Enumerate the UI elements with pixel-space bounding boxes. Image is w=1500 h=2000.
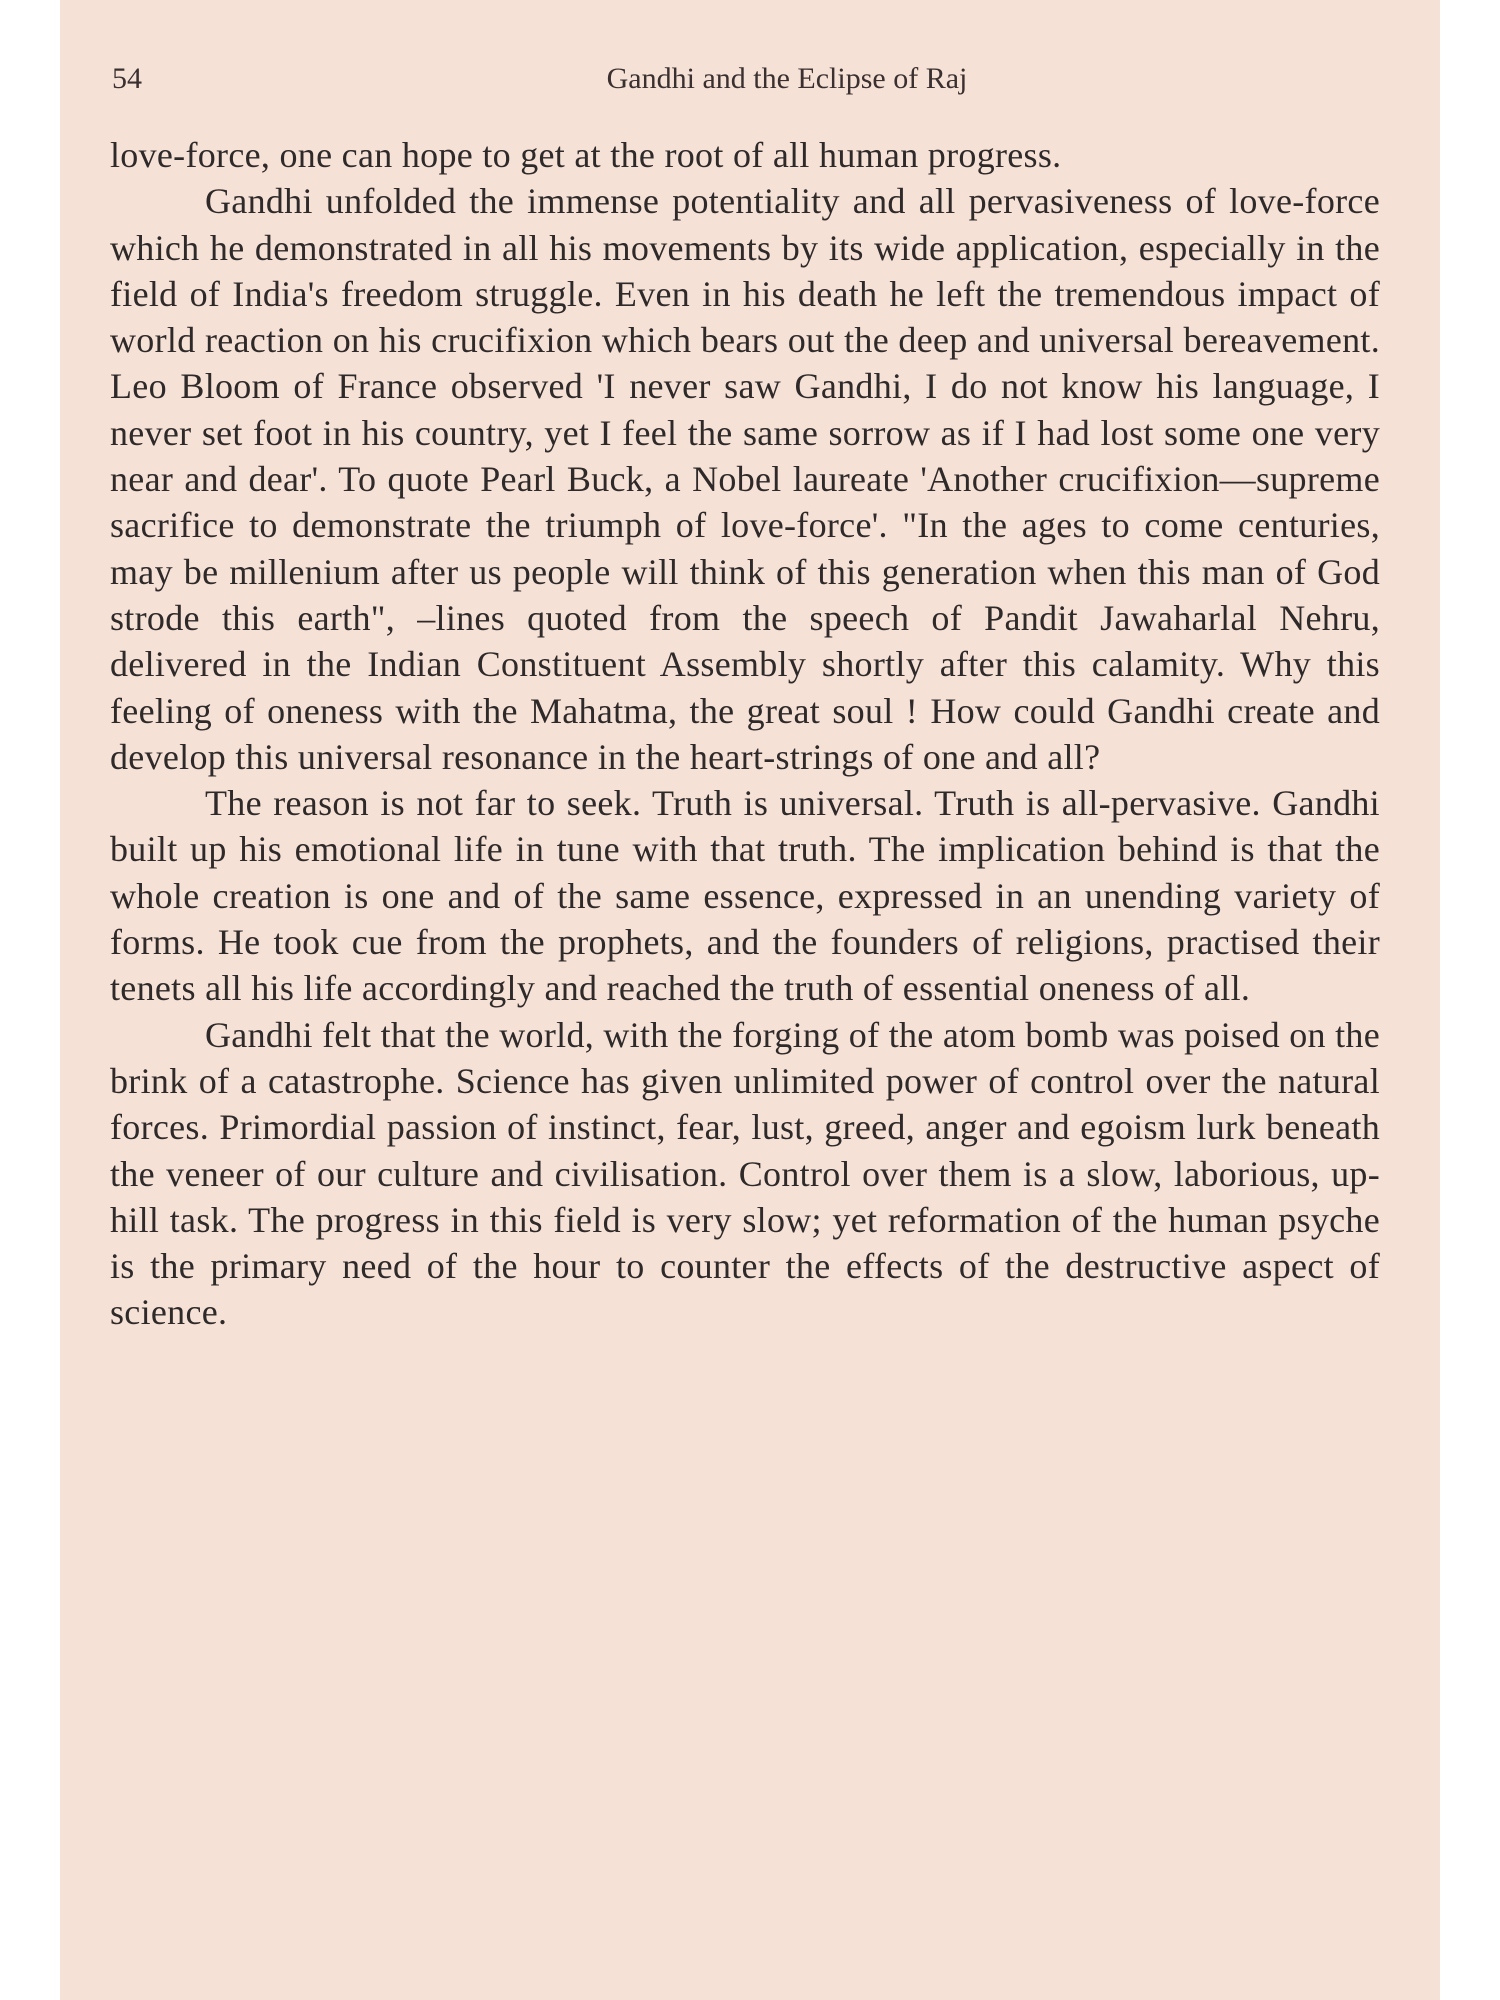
paragraph-love-force: Gandhi unfolded the immense potentiality and all pervasiveness of love-force which he demonstrated in all his movements by its wide application, especially in the field of India's freedom struggle. Even in his death he left the tremendous impact of world reaction on his crucifixion which bears out the deep and universal bereavement. Leo Bloom of France observed 'I never saw Gandhi, I do not know his language, I never set foot in his country, yet I feel the same sorrow as if I had lost some one very near and dear'. To quote Pearl Buck, a Nobel laureate 'Another crucifixion—supreme sacrifice to demonstrate the triumph of love-force'. "In the ages to come centuries, may be millenium after us people will think of this generation when this man of God strode this earth", –lines quoted from the speech of Pandit Jawaharlal Nehru, delivered in the Indian Constituent Assembly shortly after this calamity. Why this feeling of oneness with the Mahatma, the great soul ! How could Gandhi create and develop this universal resonance in the heart-strings of one and all? — [110, 181, 1380, 777]
paragraph-atom-bomb: Gandhi felt that the world, with the forging of the atom bomb was poised on the brink of a catastrophe. Science has given unlimited power of control over the natural forces. Primordial passion of instinct, fear, lust, greed, anger and egoism lurk beneath the veneer of our culture and civilisation. Control over them is a slow, laborious, up-hill task. The progress in this field is very slow; yet reformation of the human psyche is the primary need of the hour to counter the effects of the destructive aspect of science. — [110, 1014, 1380, 1333]
running-title: Gandhi and the Eclipse of Raj — [606, 62, 968, 95]
paragraph-truth-universal: The reason is not far to seek. Truth is universal. Truth is all-pervasive. Gandhi built up his emotional life in tune with that truth. The implication behind is that the whole creation is one and of the same essence, expressed in an unending variety of forms. He took cue from the prophets, and the founders of religions, practised their tenets all his life accordingly and reached the truth of essential oneness of all. — [110, 783, 1380, 1009]
page-number: 54 — [112, 62, 142, 95]
body-text — [110, 132, 1380, 1336]
book-page — [60, 0, 1440, 2000]
paragraph-continuation: love-force, one can hope to get at the root of all human progress. — [110, 135, 1062, 175]
page-header — [112, 62, 1440, 102]
